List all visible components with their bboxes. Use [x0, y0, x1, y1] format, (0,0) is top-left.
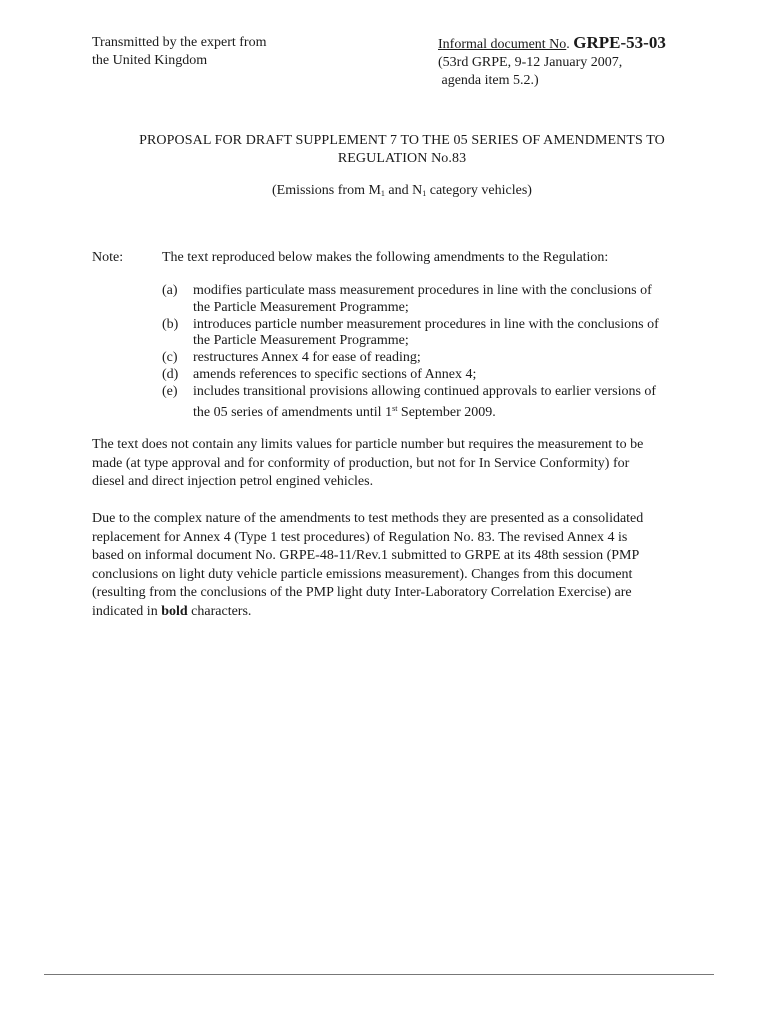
list-item: [162, 350, 722, 367]
list-item-line: includes transitional provisions allowing continued approvals to earlier versions of: [193, 383, 657, 399]
list-item-line: [193, 401, 722, 422]
paragraph-line: (resulting from the conclusions of the PMP light duty Inter-Laboratory Correlation Exercise) are: [92, 585, 632, 600]
title-line-1: PROPOSAL FOR DRAFT SUPPLEMENT 7 TO THE 05 SERIES OF AMENDMENTS TO: [139, 133, 665, 148]
document-subtitle: [92, 183, 712, 199]
list-item: [162, 317, 722, 351]
list-item-text: [193, 283, 722, 317]
list-marker: (b): [162, 316, 179, 332]
document-reference: [438, 34, 666, 90]
subtitle-middle: and N: [384, 183, 423, 198]
list-item: [162, 283, 722, 317]
list-item-text: amends references to specific sections of Annex 4;: [193, 366, 477, 382]
subtitle-prefix: (Emissions from M: [272, 183, 381, 198]
transmitted-by: [92, 34, 266, 70]
paragraph-line: diesel and direct injection petrol engined vehicles.: [92, 474, 374, 489]
note-intro: The text reproduced below makes the following amendments to the Regulation:: [162, 250, 609, 265]
paragraph-line: Due to the complex nature of the amendments to test methods they are presented as a consolidated: [92, 511, 644, 526]
list-item-line: the Particle Measurement Programme;: [193, 299, 409, 315]
session-line: (53rd GRPE, 9-12 January 2007,: [438, 55, 623, 70]
ordinal-sup: st: [392, 403, 398, 413]
paragraph-line: replacement for Annex 4 (Type 1 test procedures) of Regulation No. 83. The revised Annex 4 is: [92, 529, 628, 545]
paragraph-line: The text does not contain any limits values for particle number but requires the measurement to be: [92, 437, 644, 452]
paragraph-line: conclusions on light duty vehicle particle emissions measurement). Changes from this document: [92, 566, 633, 582]
amendment-list: [162, 283, 722, 421]
list-marker: (e): [162, 383, 178, 399]
date-suffix: September 2009.: [397, 404, 496, 420]
list-item-text: [193, 317, 722, 351]
note-label: Note:: [92, 250, 124, 265]
list-marker: (c): [162, 350, 178, 366]
list-item-text: [193, 384, 722, 422]
informal-doc-line: [438, 34, 666, 54]
list-item-line: the Particle Measurement Programme;: [193, 333, 409, 349]
paragraph-annex: [92, 510, 712, 621]
list-marker: (a): [162, 283, 178, 298]
transmitted-line-2: the United Kingdom: [92, 53, 208, 68]
paragraph-line: based on informal document No. GRPE-48-11/Rev.1 submitted to GRPE at its 48th session (PMP: [92, 548, 640, 563]
list-item-text: restructures Annex 4 for ease of reading;: [193, 350, 421, 366]
paragraph-limits: [92, 436, 712, 492]
list-item-line: modifies particulate mass measurement procedures in line with the conclusions of: [193, 283, 652, 298]
footer-rule: [44, 974, 714, 975]
informal-doc-label: Informal document No: [438, 37, 567, 52]
title-line-2: REGULATION No.83: [337, 151, 467, 166]
list-item-line: introduces particle number measurement procedures in line with the conclusions of: [193, 316, 659, 332]
subtitle-sub-1: 1: [380, 189, 385, 198]
paragraph-line: [92, 603, 712, 622]
bold-suffix: characters.: [187, 603, 252, 619]
bold-word: bold: [161, 603, 188, 619]
subtitle-sub-2: 1: [422, 189, 427, 198]
informal-doc-dot: .: [566, 37, 574, 52]
date-prefix: the 05 series of amendments until 1: [193, 404, 393, 420]
list-item: [162, 367, 722, 384]
document-title: [92, 132, 712, 168]
bold-prefix: indicated in: [92, 603, 162, 619]
subtitle-suffix: category vehicles): [426, 183, 532, 198]
list-item: [162, 384, 722, 422]
doc-number: GRPE-53-03: [573, 33, 666, 52]
paragraph-line: made (at type approval and for conformity of production, but not for In Service Conformity) for: [92, 455, 630, 471]
list-marker: (d): [162, 366, 179, 382]
transmitted-line-1: Transmitted by the expert from: [92, 35, 267, 50]
agenda-line: agenda item 5.2.): [438, 73, 539, 88]
